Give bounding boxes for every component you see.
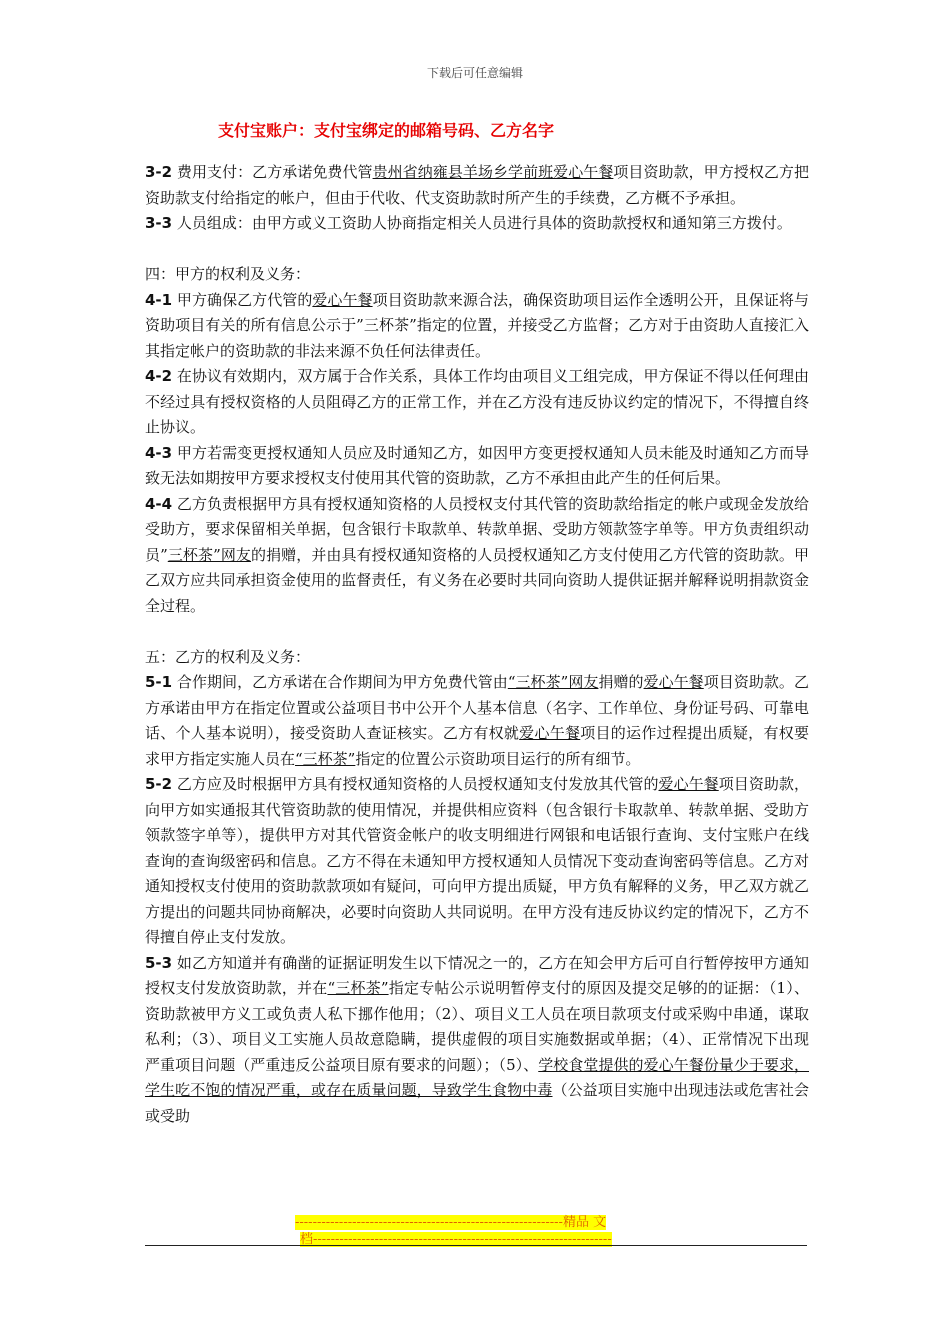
underlined-text: 爱心午餐 — [658, 775, 719, 793]
footer-label: 精品 文 — [562, 1215, 607, 1230]
clause-text: 捐赠的 — [598, 673, 644, 691]
clause-number: 5-1 — [145, 673, 173, 691]
section-5-title: 五：乙方的权利及义务： — [145, 647, 311, 666]
clause-text: 指定的位置公示资助项目运行的所有细节。 — [355, 749, 641, 768]
underlined-text: 贵州省纳雍县羊场乡学前班爱心午餐 — [372, 163, 614, 181]
clause-number: 5-2 — [145, 775, 173, 793]
clause-text: 乙方负责根据甲方具有授权通知资格的人员授权支付其代管的资助款给指定的帐户或现金发放给受助方，要求保留相关单据，包含银行卡取款单、转款单据、受助方领款签字单等。甲方负责组织动员” — [145, 494, 809, 564]
section-4-title: 四：甲方的权利及义务： — [145, 265, 311, 283]
underlined-text: 三杯茶”网友 — [167, 545, 252, 564]
clause-text: 费用支付：乙方承诺免费代管 — [172, 163, 373, 181]
footer-rule — [145, 1245, 807, 1246]
clause-number: 4-4 — [145, 494, 173, 513]
clause-4-3 — [145, 441, 809, 492]
blank-line — [145, 619, 809, 645]
clause-number: 3-2 — [145, 163, 173, 181]
footer-dashes: -------------------------------------------------------------------- — [313, 1232, 612, 1247]
clause-3-2 — [145, 160, 809, 211]
alipay-account-line: 支付宝账户：支付宝绑定的邮箱号码、乙方名字 — [218, 121, 555, 140]
blank-line — [145, 237, 809, 263]
underlined-text: 爱心午餐 — [643, 673, 704, 691]
underlined-text: 爱心午餐 — [519, 724, 581, 742]
clause-text: 项目资助款。乙方承诺由甲方在指定位置或公益项目书中公开个人基本信息（名字、工作单位、身份证号码、可靠电话、个人基本说明），接受资助人查证核实。乙方有权就 — [145, 673, 809, 742]
clause-number: 5-3 — [145, 953, 173, 972]
clause-3-3 — [145, 211, 809, 237]
clause-text: （公益项目实施中出现违法或危害社会或受助 — [145, 1081, 809, 1125]
clause-text: 甲方若需变更授权通知人员应及时通知乙方，如因甲方变更授权通知人员未能及时通知乙方而导致无法如期按甲方要求授权支付使用其代管的资助款，乙方不承担由此产生的任何后果。 — [145, 443, 809, 487]
clause-text: 项目资助款，向甲方如实通报其代管资助款的使用情况，并提供相应资料（包含银行卡取款单、转款单据、受助方领款签字单等），提供甲方对其代管资金帐户的收支明细进行网银和电话银行查询、支付宝账户在线查询的查询级密码和信息。乙方不得在未通知甲方授权通知人员情况下变动查询密码等信息。乙方对通知授权支付使用的资助款款项如有疑问，可向甲方提出质疑，甲方负有解释的义务，甲乙双方就乙方提出的问题共同协商解决，必要时向资助人共同说明。在甲方没有违反协议约定的情况下，乙方不得擅自停止支付发放。 — [145, 775, 809, 946]
clause-number: 4-3 — [145, 443, 173, 462]
clause-text: 人员组成：由甲方或义工资助人协商指定相关人员进行具体的资助款授权和通知第三方拨付。 — [172, 214, 792, 232]
underlined-text: “三杯茶” — [295, 749, 356, 768]
clause-number: 4-1 — [145, 290, 173, 309]
clause-text: 的捐赠，并由具有授权通知资格的人员授权通知乙方支付使用乙方代管的资助款。甲乙双方应共同承担资金使用的监督责任，有义务在必要时共同向资助人提供证据并解释说明捐款资金全过程。 — [145, 545, 809, 615]
underlined-text: 爱心午餐 — [312, 290, 373, 309]
clause-text: 项目资助款来源合法，确保资助项目运作全透明公开，且保证将与资助项目有关的所有信息公示于”三杯茶”指定的位置，并接受乙方监督；乙方对于由资助人直接汇入其指定帐户的资助款的非法来源不负任何法律责任。 — [145, 290, 809, 360]
clause-5-1 — [145, 670, 809, 772]
clause-text: 在协议有效期内，双方属于合作关系，具体工作均由项目义工组完成，甲方保证不得以任何理由不经过具有授权资格的人员阻碍乙方的正常工作，并在乙方没有违反协议约定的情况下，不得擅自终止协议。 — [145, 367, 809, 436]
underlined-text: “三杯茶”网友 — [507, 673, 599, 691]
underlined-text: “三杯茶” — [327, 979, 389, 997]
clause-text: 项目的运作过程提出质疑，有权要求甲方指定实施人员在 — [145, 724, 809, 768]
clause-4-1 — [145, 288, 809, 365]
clause-text: 乙方应及时根据甲方具有授权通知资格的人员授权通知支付发放其代管的 — [172, 775, 659, 793]
clause-number: 3-3 — [145, 214, 173, 232]
clause-text: 合作期间，乙方承诺在合作期间为甲方免费代管由 — [172, 673, 508, 691]
clause-text: 甲方确保乙方代管的 — [172, 290, 313, 309]
clause-text: 项目资助款，甲方授权乙方把资助款支付给指定的帐户，但由于代收、代支资助款时所产生的手续费，乙方概不予承担。 — [145, 163, 809, 207]
footer-dashes: ------------------------------------------------------------- — [295, 1215, 563, 1230]
clause-number: 4-2 — [145, 367, 173, 385]
document-body — [145, 160, 809, 1129]
page-header: 下载后可任意编辑 — [426, 66, 523, 80]
clause-text: 如乙方知道并有确凿的证据证明发生以下情况之一的，乙方在知会甲方后可自行暂停按甲方通知授权支付发放资助款，并在 — [145, 953, 809, 997]
clause-5-2 — [145, 772, 809, 951]
clause-5-3 — [145, 951, 809, 1130]
clause-4-4 — [145, 492, 809, 620]
underlined-text: 学校食堂提供的爱心午餐份量少于要求，学生吃不饱的情况严重，或存在质量问题，导致学生食物中毒 — [145, 1055, 809, 1099]
clause-text: 指定专帖公示说明暂停支付的原因及提交足够的的证据：（1）、资助款被甲方义工或负责人私下挪作他用；（2）、项目义工人员在项目款项支付或采购中串通，谋取私利；（3）、项目义工实施人员故意隐瞒，提供虚假的项目实施数据或单据；（4）、正常情况下出现严重项目问题（严重违反公益项目原有要求的问题）；（5）、 — [145, 979, 810, 1074]
clause-4-2 — [145, 364, 809, 441]
footer-label: 档 — [300, 1232, 314, 1247]
